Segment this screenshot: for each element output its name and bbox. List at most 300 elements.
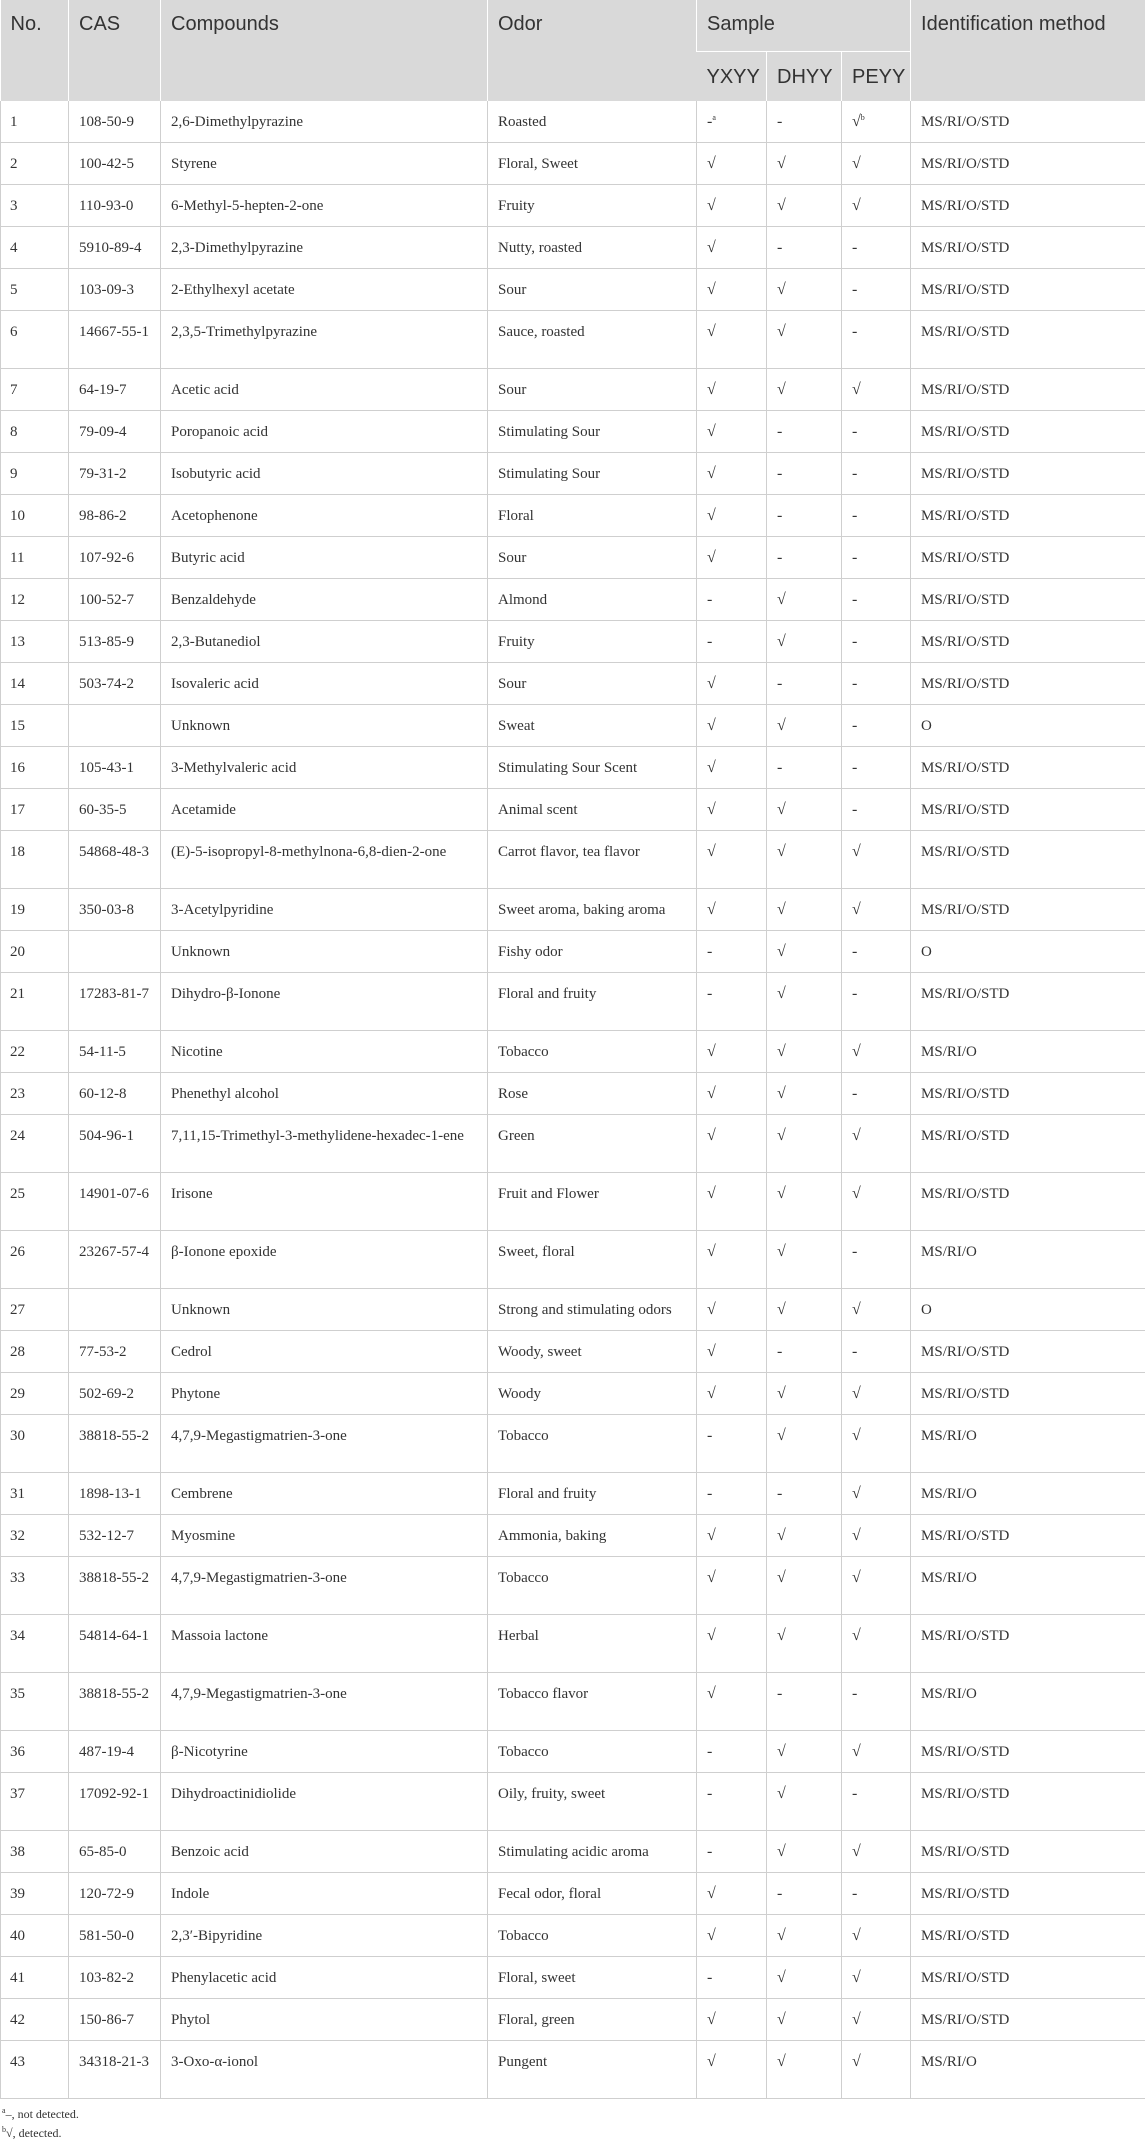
cell-dhyy-text: - xyxy=(777,1685,782,1702)
cell-compound xyxy=(161,142,488,184)
cell-peyy-text: - xyxy=(852,943,857,960)
cell-cas-text: 79-09-4 xyxy=(79,424,127,440)
cell-no xyxy=(1,746,69,788)
table-row xyxy=(1,1472,1145,1514)
cell-method-text: MS/RI/O/STD xyxy=(921,2012,1009,2028)
cell-peyy xyxy=(842,788,911,830)
cell-dhyy-text: √ xyxy=(777,1527,786,1544)
cell-odor xyxy=(488,1472,697,1514)
cell-odor xyxy=(488,101,697,143)
cell-method xyxy=(911,930,1145,972)
cell-peyy-text: √ xyxy=(852,1743,861,1760)
cell-yxyy xyxy=(697,662,767,704)
cell-odor-text: Tobacco xyxy=(498,1570,549,1586)
cell-peyy-text: - xyxy=(852,549,857,566)
cell-dhyy-text: √ xyxy=(777,1743,786,1760)
cell-yxyy xyxy=(697,1472,767,1514)
cell-peyy-text: √ xyxy=(852,1569,861,1586)
cell-cas-text: 38818-55-2 xyxy=(79,1570,149,1586)
cell-yxyy xyxy=(697,1614,767,1672)
cell-yxyy-text: √ xyxy=(707,239,716,256)
cell-no xyxy=(1,1998,69,2040)
cell-no xyxy=(1,972,69,1030)
cell-cas-text: 54814-64-1 xyxy=(79,1628,149,1644)
cell-odor xyxy=(488,1556,697,1614)
cell-method-text: MS/RI/O/STD xyxy=(921,466,1009,482)
cell-odor-text: Floral, green xyxy=(498,2012,575,2028)
cell-peyy xyxy=(842,1730,911,1772)
cell-odor-text: Almond xyxy=(498,592,547,608)
cell-compound xyxy=(161,2040,488,2098)
table-row xyxy=(1,368,1145,410)
cell-yxyy-text: - xyxy=(707,1427,712,1444)
cell-yxyy xyxy=(697,1730,767,1772)
cell-method-text: MS/RI/O/STD xyxy=(921,634,1009,650)
cell-peyy-text: - xyxy=(852,465,857,482)
cell-cas-text: 100-42-5 xyxy=(79,156,134,172)
cell-peyy xyxy=(842,1330,911,1372)
cell-compound xyxy=(161,1172,488,1230)
cell-method-text: MS/RI/O/STD xyxy=(921,198,1009,214)
cell-yxyy-text: - xyxy=(707,113,712,130)
cell-compound-text: Nicotine xyxy=(171,1044,223,1060)
cell-odor-text: Pungent xyxy=(498,2054,547,2070)
cell-method xyxy=(911,1372,1145,1414)
cell-cas-text: 107-92-6 xyxy=(79,550,134,566)
cell-compound xyxy=(161,1030,488,1072)
cell-peyy xyxy=(842,1472,911,1514)
cell-compound-text: 3-Methylvaleric acid xyxy=(171,760,296,776)
cell-no xyxy=(1,830,69,888)
cell-method-text: MS/RI/O/STD xyxy=(921,592,1009,608)
header-peyy: PEYY xyxy=(842,51,911,101)
cell-compound xyxy=(161,930,488,972)
cell-dhyy-text: √ xyxy=(777,901,786,918)
cell-method xyxy=(911,788,1145,830)
cell-dhyy xyxy=(767,1372,842,1414)
cell-no-text: 4 xyxy=(10,240,18,256)
cell-peyy xyxy=(842,1872,911,1914)
cell-peyy xyxy=(842,1114,911,1172)
cell-method xyxy=(911,972,1145,1030)
cell-dhyy xyxy=(767,1030,842,1072)
cell-yxyy-text: - xyxy=(707,1485,712,1502)
cell-compound xyxy=(161,184,488,226)
cell-odor-text: Floral and fruity xyxy=(498,1486,596,1502)
cell-compound-text: 2,3-Dimethylpyrazine xyxy=(171,240,303,256)
cell-yxyy xyxy=(697,1556,767,1614)
cell-cas xyxy=(69,310,161,368)
cell-cas-text: 504-96-1 xyxy=(79,1128,134,1144)
cell-method xyxy=(911,1330,1145,1372)
cell-no-text: 3 xyxy=(10,198,18,214)
cell-peyy-text: √ xyxy=(852,1927,861,1944)
cell-cas-text: 65-85-0 xyxy=(79,1844,127,1860)
cell-compound-text: Myosmine xyxy=(171,1528,235,1544)
cell-method xyxy=(911,536,1145,578)
cell-odor-text: Fishy odor xyxy=(498,944,563,960)
cell-dhyy xyxy=(767,1672,842,1730)
cell-peyy-text: √ xyxy=(852,155,861,172)
cell-no xyxy=(1,494,69,536)
cell-peyy-text: - xyxy=(852,591,857,608)
cell-cas xyxy=(69,888,161,930)
cell-yxyy-text: - xyxy=(707,985,712,1002)
cell-peyy xyxy=(842,1830,911,1872)
cell-odor xyxy=(488,972,697,1030)
cell-yxyy xyxy=(697,1372,767,1414)
cell-compound xyxy=(161,1114,488,1172)
cell-compound xyxy=(161,578,488,620)
cell-dhyy xyxy=(767,101,842,143)
cell-cas xyxy=(69,1914,161,1956)
table-row xyxy=(1,1514,1145,1556)
cell-dhyy xyxy=(767,1556,842,1614)
cell-no-text: 24 xyxy=(10,1128,25,1144)
cell-dhyy-text: √ xyxy=(777,1927,786,1944)
cell-no xyxy=(1,1514,69,1556)
cell-odor-text: Sour xyxy=(498,550,526,566)
cell-dhyy xyxy=(767,662,842,704)
cell-no-text: 31 xyxy=(10,1486,25,1502)
footnote-b-text: √, detected. xyxy=(6,2126,62,2140)
cell-dhyy xyxy=(767,1114,842,1172)
cell-no xyxy=(1,930,69,972)
table-row xyxy=(1,1072,1145,1114)
cell-yxyy xyxy=(697,1114,767,1172)
cell-peyy xyxy=(842,1030,911,1072)
cell-compound-text: (E)-5-isopropyl-8-methylnona-6,8-dien-2-one xyxy=(171,844,446,860)
table-row xyxy=(1,1998,1145,2040)
cell-no-text: 12 xyxy=(10,592,25,608)
cell-method-text: MS/RI/O/STD xyxy=(921,1970,1009,1986)
table-row xyxy=(1,620,1145,662)
cell-compound xyxy=(161,310,488,368)
cell-cas-text: 64-19-7 xyxy=(79,382,127,398)
cell-cas xyxy=(69,662,161,704)
cell-cas-text: 110-93-0 xyxy=(79,198,133,214)
cell-no xyxy=(1,410,69,452)
cell-odor xyxy=(488,1872,697,1914)
cell-dhyy xyxy=(767,1472,842,1514)
cell-yxyy xyxy=(697,142,767,184)
cell-method xyxy=(911,368,1145,410)
cell-compound xyxy=(161,494,488,536)
cell-yxyy xyxy=(697,1998,767,2040)
cell-compound-text: 2,6-Dimethylpyrazine xyxy=(171,114,303,130)
cell-no xyxy=(1,620,69,662)
cell-no-text: 5 xyxy=(10,282,18,298)
cell-yxyy xyxy=(697,1414,767,1472)
cell-dhyy xyxy=(767,2040,842,2098)
cell-method xyxy=(911,494,1145,536)
table-row xyxy=(1,1730,1145,1772)
cell-method-text: MS/RI/O/STD xyxy=(921,802,1009,818)
table-row xyxy=(1,788,1145,830)
cell-dhyy-text: √ xyxy=(777,1569,786,1586)
cell-peyy xyxy=(842,494,911,536)
table-row xyxy=(1,1172,1145,1230)
cell-compound-text: Dihydro-β-Ionone xyxy=(171,986,280,1002)
cell-compound-text: 7,11,15-Trimethyl-3-methylidene-hexadec-1-ene xyxy=(171,1128,464,1144)
cell-odor xyxy=(488,888,697,930)
cell-peyy xyxy=(842,184,911,226)
table-row xyxy=(1,1830,1145,1872)
cell-method xyxy=(911,1072,1145,1114)
cell-yxyy xyxy=(697,410,767,452)
cell-odor xyxy=(488,536,697,578)
cell-cas-text: 532-12-7 xyxy=(79,1528,134,1544)
cell-no-text: 13 xyxy=(10,634,25,650)
cell-no xyxy=(1,788,69,830)
cell-cas xyxy=(69,1556,161,1614)
cell-no xyxy=(1,1730,69,1772)
cell-no-text: 2 xyxy=(10,156,18,172)
cell-peyy xyxy=(842,662,911,704)
table-row xyxy=(1,578,1145,620)
cell-dhyy-text: √ xyxy=(777,1085,786,1102)
cell-yxyy xyxy=(697,494,767,536)
cell-dhyy xyxy=(767,268,842,310)
cell-compound-text: Massoia lactone xyxy=(171,1628,268,1644)
cell-yxyy-text: √ xyxy=(707,675,716,692)
cell-dhyy-text: - xyxy=(777,1343,782,1360)
cell-yxyy-text: √ xyxy=(707,1185,716,1202)
cell-compound xyxy=(161,268,488,310)
cell-yxyy-text: √ xyxy=(707,197,716,214)
cell-cas xyxy=(69,368,161,410)
cell-yxyy-text: - xyxy=(707,633,712,650)
cell-odor-text: Floral and fruity xyxy=(498,986,596,1002)
cell-method xyxy=(911,1730,1145,1772)
cell-yxyy-text: - xyxy=(707,1743,712,1760)
cell-yxyy-text: √ xyxy=(707,1885,716,1902)
cell-cas xyxy=(69,1614,161,1672)
cell-method-text: MS/RI/O/STD xyxy=(921,1886,1009,1902)
cell-odor xyxy=(488,1288,697,1330)
cell-dhyy xyxy=(767,184,842,226)
cell-dhyy-text: √ xyxy=(777,943,786,960)
cell-cas xyxy=(69,1472,161,1514)
cell-cas xyxy=(69,704,161,746)
cell-dhyy-text: √ xyxy=(777,633,786,650)
cell-yxyy-text: √ xyxy=(707,901,716,918)
cell-yxyy-text: √ xyxy=(707,1301,716,1318)
cell-compound xyxy=(161,1372,488,1414)
header-compounds: Compounds xyxy=(161,0,488,101)
cell-method xyxy=(911,1614,1145,1672)
cell-yxyy-text: √ xyxy=(707,1927,716,1944)
cell-peyy-text: - xyxy=(852,1785,857,1802)
cell-peyy xyxy=(842,1514,911,1556)
cell-method-text: MS/RI/O/STD xyxy=(921,844,1009,860)
cell-method xyxy=(911,1872,1145,1914)
cell-compound-text: Unknown xyxy=(171,1302,230,1318)
cell-odor-text: Fruity xyxy=(498,198,535,214)
cell-dhyy-text: √ xyxy=(777,1385,786,1402)
cell-no xyxy=(1,1914,69,1956)
cell-cas xyxy=(69,1172,161,1230)
cell-dhyy-text: √ xyxy=(777,717,786,734)
cell-method-text: MS/RI/O/STD xyxy=(921,1528,1009,1544)
cell-peyy-text: √ xyxy=(852,2053,861,2070)
cell-compound-text: Unknown xyxy=(171,718,230,734)
cell-dhyy-text: √ xyxy=(777,1243,786,1260)
cell-compound xyxy=(161,1830,488,1872)
cell-method xyxy=(911,578,1145,620)
header-yxyy: YXYY xyxy=(697,51,767,101)
cell-cas xyxy=(69,1872,161,1914)
cell-yxyy-text: √ xyxy=(707,1569,716,1586)
cell-peyy-text: - xyxy=(852,323,857,340)
cell-odor xyxy=(488,1114,697,1172)
cell-no-text: 19 xyxy=(10,902,25,918)
cell-method xyxy=(911,1172,1145,1230)
cell-yxyy xyxy=(697,101,767,143)
cell-no-text: 27 xyxy=(10,1302,25,1318)
cell-no xyxy=(1,1330,69,1372)
cell-method-text: O xyxy=(921,944,932,960)
cell-peyy-text: - xyxy=(852,633,857,650)
cell-odor-text: Rose xyxy=(498,1086,528,1102)
cell-dhyy-text: √ xyxy=(777,1127,786,1144)
table-row xyxy=(1,830,1145,888)
cell-odor-text: Tobacco xyxy=(498,1044,549,1060)
cell-compound-text: Isovaleric acid xyxy=(171,676,259,692)
cell-no-text: 43 xyxy=(10,2054,25,2070)
header-dhyy: DHYY xyxy=(767,51,842,101)
cell-peyy xyxy=(842,1288,911,1330)
cell-peyy-text: - xyxy=(852,1243,857,1260)
cell-compound-text: Benzaldehyde xyxy=(171,592,256,608)
cell-cas-text: 100-52-7 xyxy=(79,592,134,608)
cell-compound xyxy=(161,662,488,704)
cell-compound-text: 3-Oxo-α-ionol xyxy=(171,2054,258,2070)
header-no: No. xyxy=(1,0,69,101)
cell-yxyy xyxy=(697,788,767,830)
cell-compound xyxy=(161,1556,488,1614)
cell-peyy-text: √ xyxy=(852,1627,861,1644)
cell-cas xyxy=(69,226,161,268)
cell-odor xyxy=(488,1914,697,1956)
cell-odor-text: Sour xyxy=(498,382,526,398)
cell-yxyy-text: √ xyxy=(707,465,716,482)
cell-yxyy xyxy=(697,368,767,410)
cell-odor xyxy=(488,184,697,226)
cell-compound xyxy=(161,1614,488,1672)
cell-peyy-text: - xyxy=(852,1885,857,1902)
cell-no-text: 25 xyxy=(10,1186,25,1202)
footnotes xyxy=(0,2099,1145,2143)
header-cas: CAS xyxy=(69,0,161,101)
cell-method xyxy=(911,101,1145,143)
table-row xyxy=(1,1288,1145,1330)
cell-peyy xyxy=(842,746,911,788)
cell-yxyy xyxy=(697,1230,767,1288)
cell-method-text: MS/RI/O/STD xyxy=(921,676,1009,692)
cell-method-text: MS/RI/O/STD xyxy=(921,424,1009,440)
cell-yxyy xyxy=(697,1030,767,1072)
cell-yxyy xyxy=(697,830,767,888)
cell-method-text: O xyxy=(921,718,932,734)
cell-cas-text: 79-31-2 xyxy=(79,466,127,482)
cell-peyy xyxy=(842,704,911,746)
cell-yxyy xyxy=(697,578,767,620)
cell-cas xyxy=(69,830,161,888)
cell-yxyy-text: √ xyxy=(707,1685,716,1702)
cell-cas-text: 17283-81-7 xyxy=(79,986,149,1002)
footnote-a xyxy=(2,2105,1145,2124)
cell-cas xyxy=(69,1230,161,1288)
cell-method xyxy=(911,1998,1145,2040)
cell-cas xyxy=(69,930,161,972)
cell-method xyxy=(911,410,1145,452)
cell-yxyy-text: √ xyxy=(707,423,716,440)
cell-compound-text: Dihydroactinidiolide xyxy=(171,1786,296,1802)
cell-dhyy xyxy=(767,578,842,620)
cell-yxyy-text: √ xyxy=(707,155,716,172)
cell-method xyxy=(911,1114,1145,1172)
cell-dhyy xyxy=(767,226,842,268)
cell-dhyy-text: - xyxy=(777,113,782,130)
cell-compound-text: 4,7,9-Megastigmatrien-3-one xyxy=(171,1570,347,1586)
cell-peyy-text: - xyxy=(852,759,857,776)
cell-compound-text: Cedrol xyxy=(171,1344,212,1360)
cell-odor-text: Floral, Sweet xyxy=(498,156,578,172)
cell-no xyxy=(1,1372,69,1414)
cell-cas-text: 503-74-2 xyxy=(79,676,134,692)
cell-method-text: MS/RI/O xyxy=(921,2054,977,2070)
cell-peyy-text: √ xyxy=(852,1043,861,1060)
cell-compound-text: Indole xyxy=(171,1886,209,1902)
cell-odor-text: Floral, sweet xyxy=(498,1970,575,1986)
cell-cas xyxy=(69,142,161,184)
cell-no xyxy=(1,888,69,930)
footnote-marker: b xyxy=(861,113,865,122)
cell-no xyxy=(1,101,69,143)
cell-compound-text: Poropanoic acid xyxy=(171,424,268,440)
cell-odor-text: Fruit and Flower xyxy=(498,1186,599,1202)
cell-dhyy-text: √ xyxy=(777,1043,786,1060)
cell-yxyy-text: √ xyxy=(707,507,716,524)
cell-method-text: MS/RI/O/STD xyxy=(921,1386,1009,1402)
cell-cas xyxy=(69,1672,161,1730)
cell-peyy xyxy=(842,1230,911,1288)
cell-peyy-text: √ xyxy=(852,1427,861,1444)
header-identification-method: Identification method xyxy=(911,0,1145,101)
cell-method-text: MS/RI/O/STD xyxy=(921,240,1009,256)
table-row xyxy=(1,1956,1145,1998)
cell-no xyxy=(1,452,69,494)
cell-cas xyxy=(69,972,161,1030)
cell-compound xyxy=(161,1730,488,1772)
cell-odor xyxy=(488,1956,697,1998)
cell-odor-text: Sweat xyxy=(498,718,535,734)
cell-cas xyxy=(69,1072,161,1114)
cell-no xyxy=(1,142,69,184)
cell-yxyy xyxy=(697,268,767,310)
cell-odor-text: Fecal odor, floral xyxy=(498,1886,601,1902)
cell-method xyxy=(911,1288,1145,1330)
cell-compound-text: 6-Methyl-5-hepten-2-one xyxy=(171,198,323,214)
cell-method xyxy=(911,1830,1145,1872)
cell-yxyy xyxy=(697,310,767,368)
cell-cas xyxy=(69,1030,161,1072)
cell-peyy xyxy=(842,1998,911,2040)
table-row xyxy=(1,1556,1145,1614)
cell-odor-text: Sweet aroma, baking aroma xyxy=(498,902,665,918)
cell-peyy-text: - xyxy=(852,281,857,298)
